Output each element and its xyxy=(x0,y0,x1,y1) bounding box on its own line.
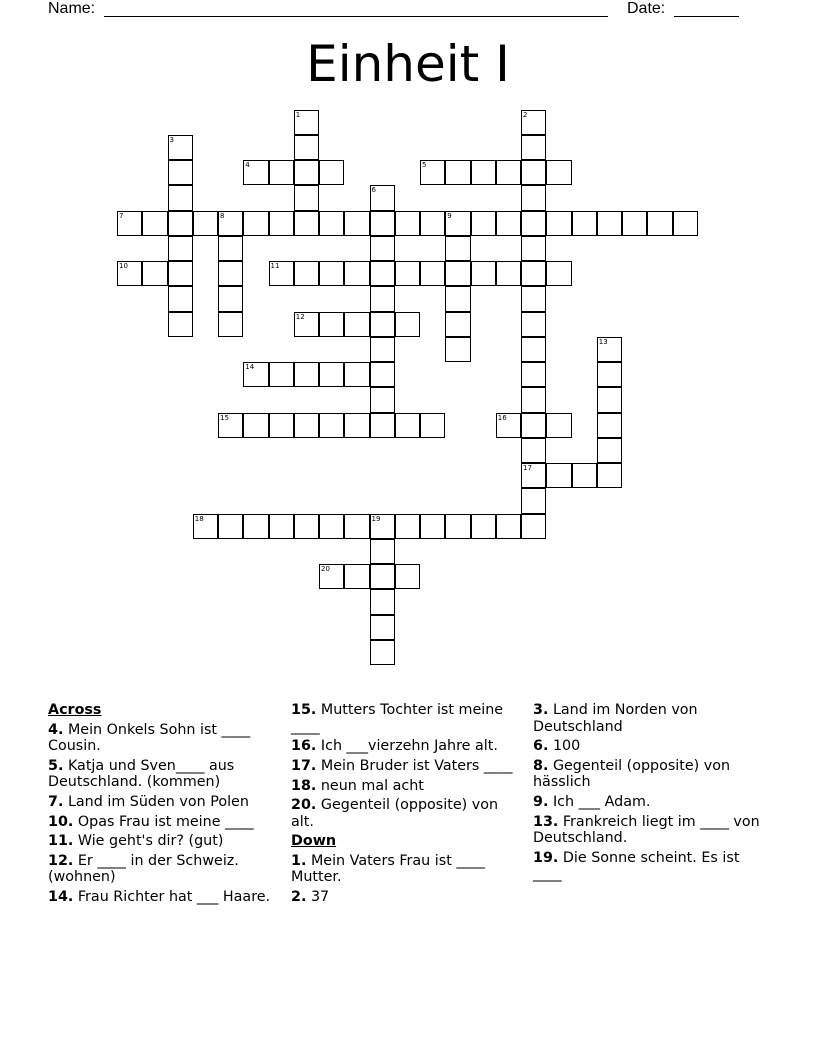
crossword-cell[interactable] xyxy=(218,261,243,286)
crossword-cell[interactable] xyxy=(294,413,319,438)
crossword-cell[interactable] xyxy=(370,640,395,665)
crossword-cell[interactable] xyxy=(168,185,193,210)
crossword-cell[interactable] xyxy=(168,261,193,286)
clue-number: 13 xyxy=(598,337,608,346)
clues-column-2 xyxy=(291,702,523,909)
clue-number: 18 xyxy=(194,514,204,523)
crossword-cell[interactable] xyxy=(168,236,193,261)
crossword-cell[interactable] xyxy=(370,362,395,387)
crossword-cell[interactable] xyxy=(319,362,344,387)
crossword-cell[interactable] xyxy=(294,261,319,286)
crossword-cell[interactable] xyxy=(193,211,218,236)
crossword-cell[interactable] xyxy=(344,413,369,438)
clue-number: 5 xyxy=(422,161,427,169)
crossword-cell[interactable] xyxy=(243,362,268,387)
clue-across-14: 14. Frau Richter hat ___ Haare. xyxy=(48,889,271,906)
crossword-cell[interactable] xyxy=(521,463,546,488)
clue-number: 14 xyxy=(245,363,255,371)
clue-number: 8 xyxy=(220,211,225,220)
crossword-cell[interactable] xyxy=(572,211,597,236)
crossword-cell[interactable] xyxy=(117,261,142,286)
crossword-cell[interactable] xyxy=(294,160,319,185)
clue-across-15: 15. Mutters Tochter ist meine ____ xyxy=(291,702,504,735)
crossword-cell[interactable] xyxy=(344,211,369,236)
clue-number: 19 xyxy=(371,514,381,523)
crossword-cell[interactable] xyxy=(218,211,243,236)
crossword-cell[interactable] xyxy=(546,211,571,236)
crossword-cell[interactable] xyxy=(294,135,319,160)
clue-across-10: 10. Opas Frau ist meine ____ xyxy=(48,813,254,830)
crossword-cell[interactable] xyxy=(445,514,470,539)
clue-number: 11 xyxy=(270,262,280,270)
crossword-cell[interactable] xyxy=(269,211,294,236)
crossword-cell[interactable] xyxy=(117,211,142,236)
crossword-cell[interactable] xyxy=(370,514,395,539)
clue-number: 2 xyxy=(523,110,528,119)
crossword-cell[interactable] xyxy=(445,312,470,337)
crossword-cell[interactable] xyxy=(319,413,344,438)
crossword-cell[interactable] xyxy=(243,413,268,438)
crossword-cell[interactable] xyxy=(521,514,546,539)
page-title: Einheit I xyxy=(306,35,510,93)
crossword-cell[interactable] xyxy=(521,312,546,337)
clue-across-4: 4. Mein Onkels Sohn ist ____ Cousin. xyxy=(48,721,251,754)
crossword-cell[interactable] xyxy=(521,387,546,412)
clue-across-12: 12. Er ____ in der Schweiz. (wohnen) xyxy=(48,852,239,886)
crossword-cell[interactable] xyxy=(319,261,344,286)
crossword-cell[interactable] xyxy=(521,211,546,236)
crossword-cell[interactable] xyxy=(622,211,647,236)
crossword-cell[interactable] xyxy=(521,110,546,135)
crossword-cell[interactable] xyxy=(319,160,344,185)
crossword-cell[interactable] xyxy=(496,160,521,185)
clue-down-2: 2. 37 xyxy=(291,889,330,906)
crossword-cell[interactable] xyxy=(269,362,294,387)
clue-down-9: 9. Ich ___ Adam. xyxy=(533,794,651,811)
crossword-cell[interactable] xyxy=(597,211,622,236)
crossword-cell[interactable] xyxy=(597,413,622,438)
crossword-cell[interactable] xyxy=(471,261,496,286)
crossword-cell[interactable] xyxy=(395,312,420,337)
clue-number: 20 xyxy=(321,565,330,573)
crossword-cell[interactable] xyxy=(673,211,698,236)
clue-down-13: 13. Frankreich liegt im ____ von Deutschland. xyxy=(533,813,760,847)
crossword-cell[interactable] xyxy=(597,463,622,488)
crossword-cell[interactable] xyxy=(168,312,193,337)
crossword-cell[interactable] xyxy=(395,211,420,236)
clue-across-7: 7. Land im Süden von Polen xyxy=(48,793,249,810)
crossword-cell[interactable] xyxy=(218,413,243,438)
crossword-cell[interactable] xyxy=(395,413,420,438)
crossword-cell[interactable] xyxy=(269,160,294,185)
crossword-cell[interactable] xyxy=(445,236,470,261)
crossword-cell[interactable] xyxy=(420,160,445,185)
crossword-cell[interactable] xyxy=(445,337,470,362)
crossword-cell[interactable] xyxy=(471,514,496,539)
crossword-cell[interactable] xyxy=(521,160,546,185)
crossword-cell[interactable] xyxy=(218,312,243,337)
crossword-cell[interactable] xyxy=(344,362,369,387)
crossword-cell[interactable] xyxy=(445,286,470,311)
crossword-cell[interactable] xyxy=(370,337,395,362)
crossword-cell[interactable] xyxy=(319,514,344,539)
name-label: Name: xyxy=(48,0,96,17)
clue-down-1: 1. Mein Vaters Frau ist ____ Mutter. xyxy=(291,852,485,886)
clue-down-6: 6. 100 xyxy=(533,738,581,755)
clue-number: 12 xyxy=(295,312,305,321)
crossword-cell[interactable] xyxy=(647,211,672,236)
crossword-cell[interactable] xyxy=(370,185,395,210)
crossword-cell[interactable] xyxy=(370,211,395,236)
crossword-cell[interactable] xyxy=(319,211,344,236)
crossword-cell[interactable] xyxy=(546,261,571,286)
crossword-cell[interactable] xyxy=(344,514,369,539)
clue-across-11: 11. Wie geht's dir? (gut) xyxy=(48,833,224,850)
crossword-cell[interactable] xyxy=(243,211,268,236)
crossword-cell[interactable] xyxy=(168,211,193,236)
crossword-cell[interactable] xyxy=(521,413,546,438)
crossword-cell[interactable] xyxy=(168,286,193,311)
crossword-cell[interactable] xyxy=(370,312,395,337)
crossword-cell[interactable] xyxy=(471,211,496,236)
crossword-cell[interactable] xyxy=(370,564,395,589)
crossword-cell[interactable] xyxy=(546,160,571,185)
clue-number: 9 xyxy=(447,211,452,220)
crossword-cell[interactable] xyxy=(218,286,243,311)
crossword-cell[interactable] xyxy=(370,286,395,311)
crossword-cell[interactable] xyxy=(521,488,546,513)
crossword-cell[interactable] xyxy=(597,438,622,463)
crossword-cell[interactable] xyxy=(294,110,319,135)
clues-column-3 xyxy=(533,702,765,886)
crossword-cell[interactable] xyxy=(370,387,395,412)
clue-down-8: 8. Gegenteil (opposite) von hässlich xyxy=(533,757,731,791)
crossword-cell[interactable] xyxy=(445,211,470,236)
crossword-cell[interactable] xyxy=(420,211,445,236)
clue-number: 10 xyxy=(119,262,128,270)
clue-across-18: 18. neun mal acht xyxy=(291,777,424,794)
crossword-cell[interactable] xyxy=(142,211,167,236)
crossword-cell[interactable] xyxy=(496,413,521,438)
clues-column-1 xyxy=(48,702,280,909)
crossword-cell[interactable] xyxy=(395,261,420,286)
crossword-cell[interactable] xyxy=(445,261,470,286)
crossword-cell[interactable] xyxy=(496,211,521,236)
crossword-cell[interactable] xyxy=(294,185,319,210)
clue-down-19: 19. Die Sonne scheint. Es ist ____ xyxy=(533,849,740,883)
clue-across-17: 17. Mein Bruder ist Vaters ____ xyxy=(291,757,513,774)
crossword-cell[interactable] xyxy=(370,615,395,640)
crossword-cell[interactable] xyxy=(370,413,395,438)
crossword-cell[interactable] xyxy=(572,463,597,488)
crossword-cell[interactable] xyxy=(496,514,521,539)
clue-number: 4 xyxy=(245,161,250,169)
date-label: Date: xyxy=(627,0,666,17)
clue-number: 17 xyxy=(523,464,532,472)
crossword-cell[interactable] xyxy=(521,185,546,210)
crossword-cell[interactable] xyxy=(521,438,546,463)
clue-number: 6 xyxy=(371,186,376,195)
crossword-cell[interactable] xyxy=(496,261,521,286)
crossword-cell[interactable] xyxy=(269,413,294,438)
crossword-cell[interactable] xyxy=(370,236,395,261)
crossword-cell[interactable] xyxy=(168,135,193,160)
crossword-cell[interactable] xyxy=(420,261,445,286)
crossword-cell[interactable] xyxy=(168,160,193,185)
crossword-cell[interactable] xyxy=(243,514,268,539)
crossword-cell[interactable] xyxy=(370,539,395,564)
crossword-cell[interactable] xyxy=(597,362,622,387)
crossword-cell[interactable] xyxy=(370,261,395,286)
crossword-cell[interactable] xyxy=(193,514,218,539)
crossword-cell[interactable] xyxy=(521,337,546,362)
crossword-cell[interactable] xyxy=(546,463,571,488)
crossword-cell[interactable] xyxy=(218,514,243,539)
crossword-cell[interactable] xyxy=(521,286,546,311)
crossword-cell[interactable] xyxy=(344,564,369,589)
crossword-cell[interactable] xyxy=(420,413,445,438)
crossword-cell[interactable] xyxy=(370,589,395,614)
clue-down-3: 3. Land im Norden von Deutschland xyxy=(533,702,698,735)
crossword-cell[interactable] xyxy=(521,261,546,286)
crossword-cell[interactable] xyxy=(243,160,268,185)
crossword-cell[interactable] xyxy=(319,312,344,337)
clue-number: 15 xyxy=(220,413,229,422)
down-heading: Down xyxy=(291,833,337,850)
crossword-cell[interactable] xyxy=(294,514,319,539)
clue-number: 1 xyxy=(295,110,301,119)
crossword-cell[interactable] xyxy=(420,514,445,539)
crossword-cell[interactable] xyxy=(294,362,319,387)
clue-number: 7 xyxy=(119,211,124,220)
clue-across-20: 20. Gegenteil (opposite) von alt. xyxy=(291,797,499,830)
across-heading: Across xyxy=(48,702,102,718)
crossword-cell[interactable] xyxy=(294,312,319,337)
crossword-cell[interactable] xyxy=(546,413,571,438)
crossword-cell[interactable] xyxy=(294,211,319,236)
clue-number: 3 xyxy=(169,135,174,144)
crossword-cell[interactable] xyxy=(521,362,546,387)
crossword-cell[interactable] xyxy=(218,236,243,261)
crossword-cell[interactable] xyxy=(344,261,369,286)
crossword-cell[interactable] xyxy=(597,387,622,412)
crossword-cell[interactable] xyxy=(471,160,496,185)
crossword-cell[interactable] xyxy=(597,337,622,362)
clue-across-5: 5. Katja und Sven____ aus Deutschland. (kommen) xyxy=(48,757,235,791)
clue-number: 16 xyxy=(497,413,507,422)
crossword-cell[interactable] xyxy=(445,160,470,185)
crossword-cell[interactable] xyxy=(269,514,294,539)
crossword-cell[interactable] xyxy=(395,564,420,589)
crossword-cell[interactable] xyxy=(269,261,294,286)
crossword-cell[interactable] xyxy=(319,564,344,589)
clue-across-16: 16. Ich ___vierzehn Jahre alt. xyxy=(291,738,498,755)
crossword-cell[interactable] xyxy=(521,236,546,261)
crossword-cell[interactable] xyxy=(142,261,167,286)
crossword-cell[interactable] xyxy=(521,135,546,160)
crossword-cell[interactable] xyxy=(395,514,420,539)
crossword-cell[interactable] xyxy=(344,312,369,337)
